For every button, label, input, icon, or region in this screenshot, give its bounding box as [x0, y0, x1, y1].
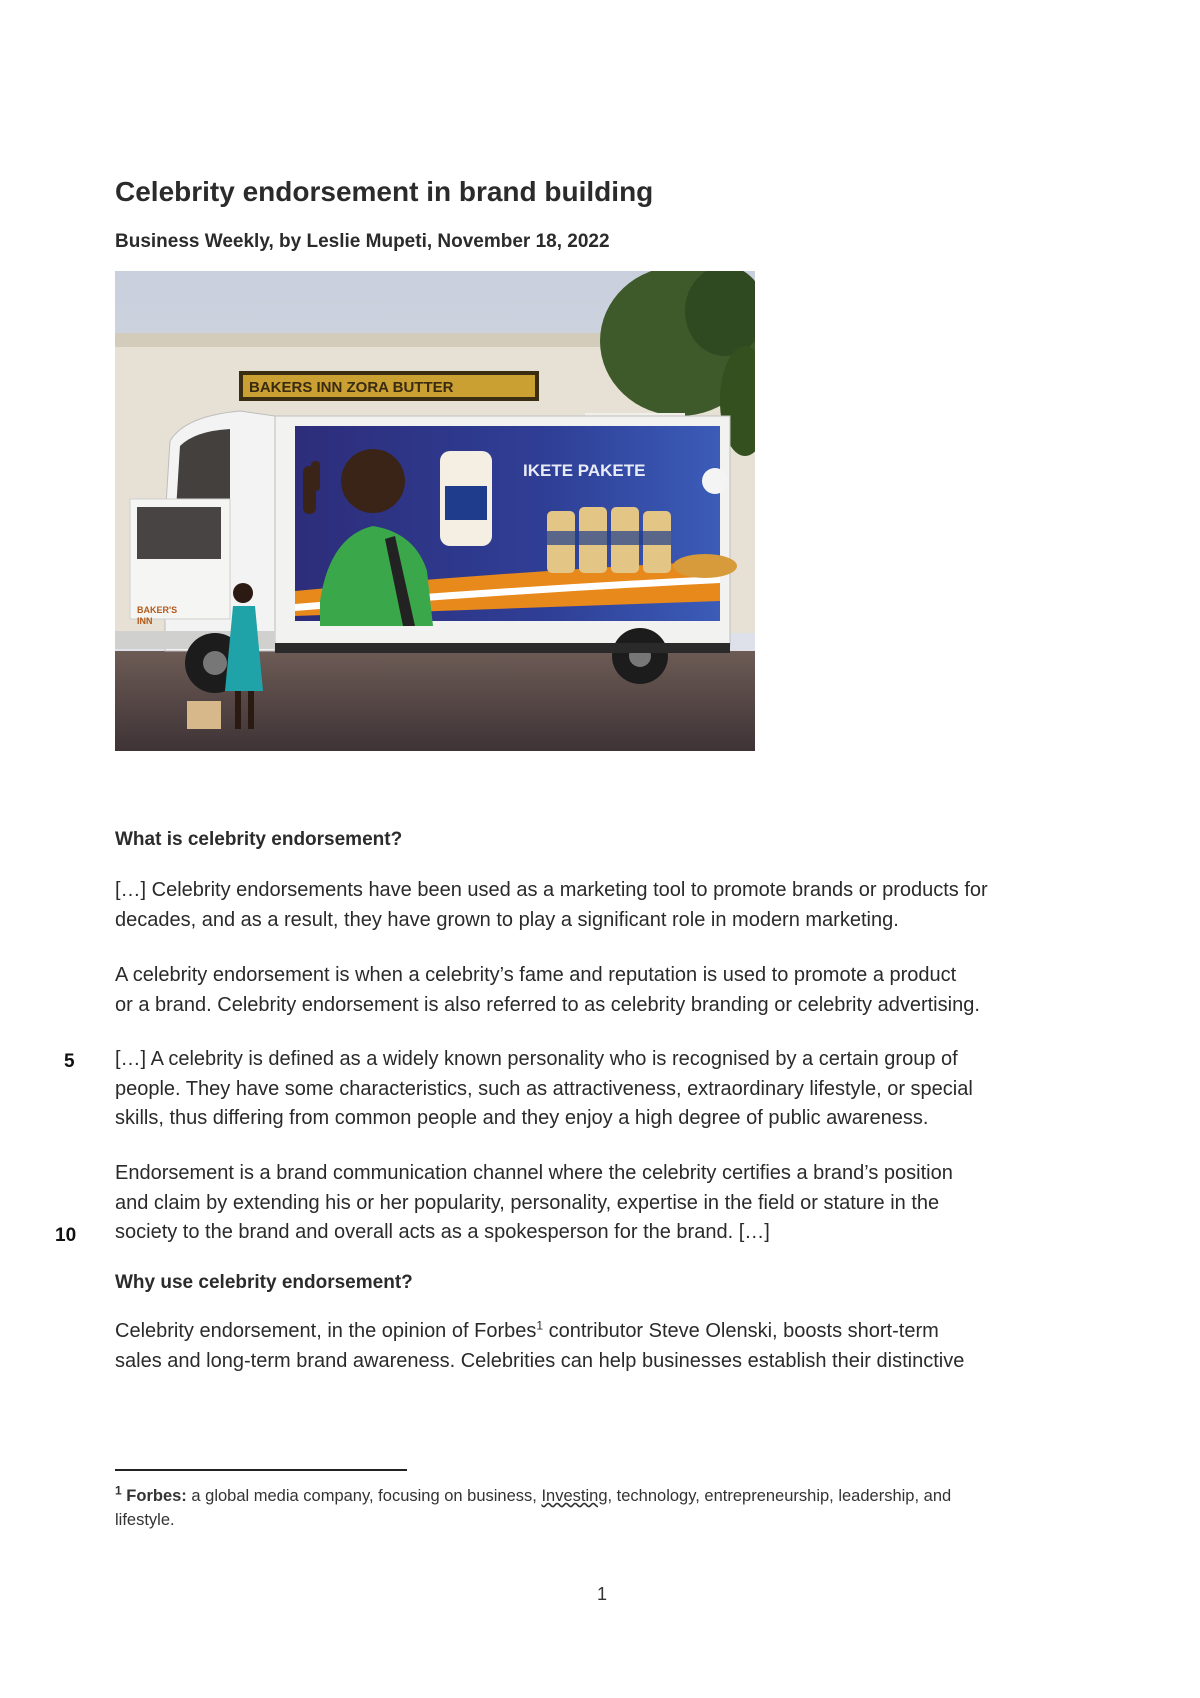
- article-byline: Business Weekly, by Leslie Mupeti, November 18, 2022: [115, 231, 610, 252]
- paragraph-line: people. They have some characteristics, such as attractiveness, extraordinary lifestyle, or special: [115, 1077, 973, 1100]
- footnote: [115, 1484, 1075, 1532]
- paragraph-line: A celebrity endorsement is when a celebrity’s fame and reputation is used to promote a product: [115, 964, 957, 986]
- paragraph-5: [115, 1317, 1095, 1376]
- footnote-line: lifestyle.: [115, 1511, 175, 1529]
- footnote-ref[interactable]: 1: [536, 1318, 544, 1333]
- footnote-marker: 1: [115, 1483, 122, 1498]
- p5-text-before: Celebrity endorsement, in the opinion of Forbes: [115, 1320, 537, 1342]
- billboard-slogan: IKETE PAKETE: [523, 461, 646, 480]
- cab-logo-line2: INN: [137, 616, 153, 626]
- footnote-investing: Investing: [541, 1487, 608, 1505]
- paragraph-line: […] Celebrity endorsements have been used as a marketing tool to promote brands or products for: [115, 879, 988, 901]
- footnote-term: Forbes:: [126, 1487, 187, 1505]
- paragraph-line: society to the brand and overall acts as a spokesperson for the brand. […]: [115, 1221, 770, 1243]
- footnote-separator: [115, 1469, 407, 1471]
- paragraph-1: [115, 876, 1095, 935]
- paragraph-line: skills, thus differing from common people and they enjoy a high degree of public awareness.: [115, 1107, 929, 1129]
- paragraph-line: Endorsement is a brand communication channel where the celebrity certifies a brand’s position: [115, 1162, 953, 1184]
- paragraph-line: […] A celebrity is defined as a widely known personality who is recognised by a certain group of: [115, 1048, 958, 1070]
- line-number-5: 5: [64, 1051, 75, 1072]
- line-number-10: 10: [55, 1225, 77, 1246]
- article-title: Celebrity endorsement in brand building: [115, 176, 654, 207]
- paragraph-line: [115, 1317, 1095, 1347]
- truck-advert-photo: [115, 271, 755, 751]
- paragraph-line: or a brand. Celebrity endorsement is also referred to as celebrity branding or celebrity advertising.: [115, 993, 980, 1016]
- paragraph-2: [115, 961, 1095, 1020]
- store-sign-text: BAKERS INN ZORA BUTTER: [249, 379, 454, 396]
- paragraph-3: [115, 1045, 1095, 1134]
- p5-text-after: contributor Steve Olenski, boosts short-term: [543, 1320, 939, 1342]
- section-heading-why: Why use celebrity endorsement?: [115, 1272, 413, 1293]
- paragraph-4: [115, 1159, 1095, 1248]
- paragraph-line: sales and long-term brand awareness. Celebrities can help businesses establish their distinctive: [115, 1349, 965, 1372]
- footnote-line: [115, 1484, 1075, 1508]
- page-number: 1: [597, 1584, 608, 1604]
- paragraph-line: decades, and as a result, they have grown to play a significant role in modern marketing.: [115, 908, 899, 931]
- footnote-text-before: a global media company, focusing on business,: [186, 1487, 542, 1505]
- section-heading-what: What is celebrity endorsement?: [115, 829, 403, 850]
- footnote-text-after: , technology, entrepreneurship, leadership, and: [607, 1487, 952, 1505]
- cab-logo-line1: BAKER'S: [137, 605, 178, 615]
- paragraph-line: and claim by extending his or her popularity, personality, expertise in the field or stature in the: [115, 1191, 940, 1214]
